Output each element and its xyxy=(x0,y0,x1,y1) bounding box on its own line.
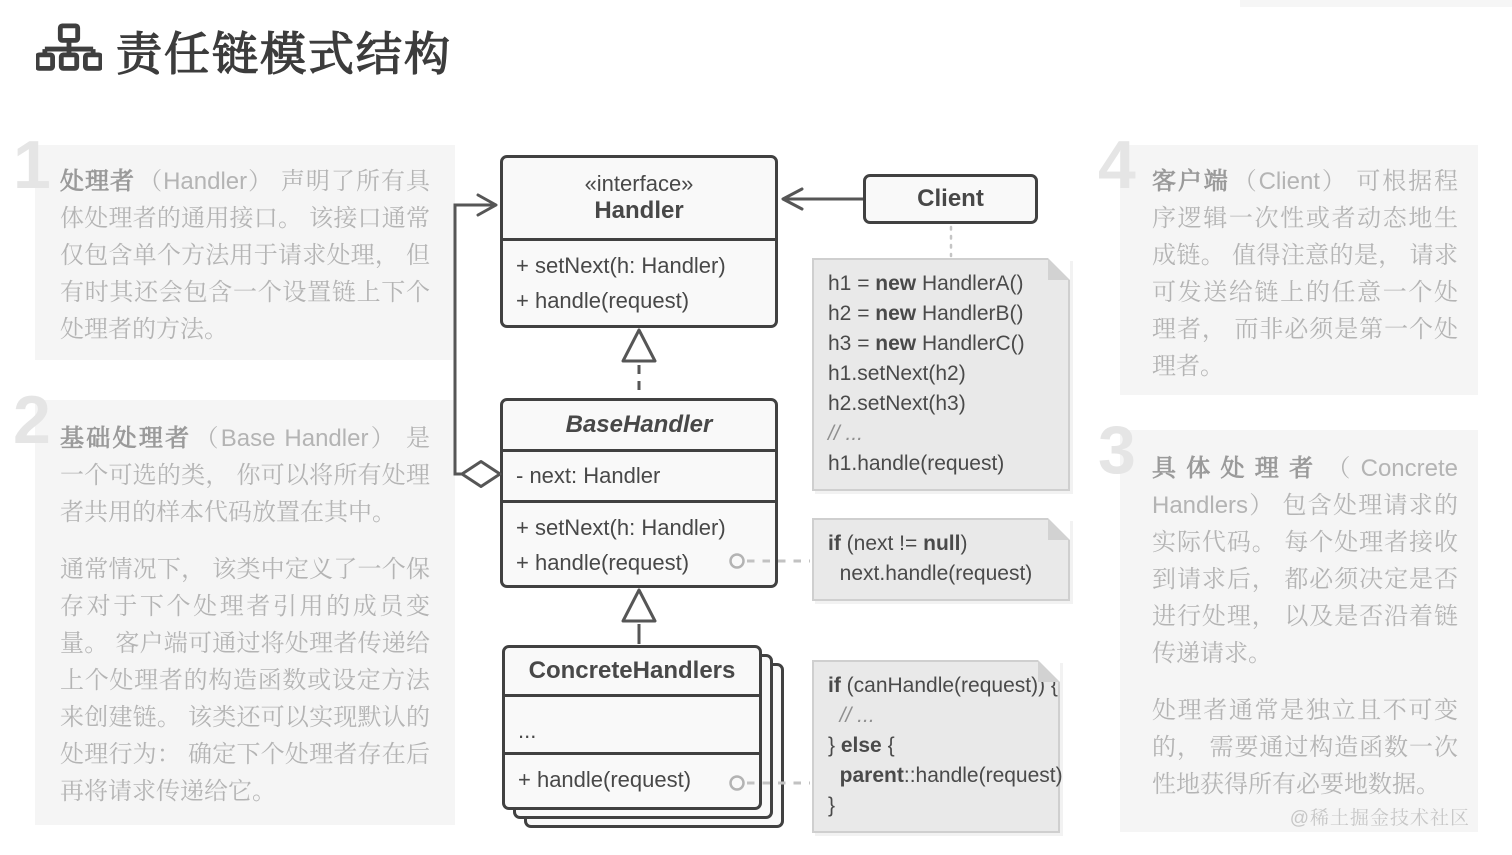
handler-class-name: Handler xyxy=(594,197,684,224)
inheritance-concrete-basehandler xyxy=(623,590,655,644)
realization-basehandler-handler xyxy=(623,330,655,396)
top-right-strip xyxy=(1240,0,1512,7)
block-term: 基础处理者 xyxy=(60,425,192,452)
info-block-client xyxy=(1098,127,1478,395)
note-concrete-handle-code xyxy=(812,660,1063,833)
code-line: h1.setNext(h2) xyxy=(828,362,966,385)
block-number: 2 xyxy=(13,382,51,458)
uml-member: - next: Handler xyxy=(516,463,661,488)
code-line: parent::handle(request) xyxy=(839,764,1063,787)
block-body: （Base Handler） 是一个可选的类， 你可以将所有处理者共用的样本代码放置在其中。 xyxy=(60,425,430,526)
sitemap-icon xyxy=(36,23,102,79)
uml-member: ... xyxy=(518,718,537,743)
block-text xyxy=(60,420,430,810)
uml-member: + handle(request) xyxy=(516,288,690,313)
block-term: 客户端 xyxy=(1152,168,1230,195)
code-line: if (canHandle(request)) { xyxy=(828,674,1058,697)
handler-title-compartment xyxy=(503,158,775,238)
concrete-handlers-class-name: ConcreteHandlers xyxy=(528,657,736,684)
block-body: （Client） 可根据程序逻辑一次性或者动态地生成链。 值得注意的是， 请求可发送给链上的任意一个处理者， 而非必须是第一个处理者。 xyxy=(1152,168,1459,380)
base-handler-class-name: BaseHandler xyxy=(565,411,713,438)
block-text xyxy=(1152,163,1458,385)
uml-class-base-handler xyxy=(500,398,778,588)
block-number: 1 xyxy=(13,127,51,203)
code-line: // ... xyxy=(828,422,864,445)
concrete-handlers-title-compartment xyxy=(505,648,759,694)
info-block-concrete-handlers xyxy=(1098,412,1478,832)
client-class-name: Client xyxy=(917,185,984,212)
block-number: 4 xyxy=(1098,127,1136,203)
uml-member: + setNext(h: Handler) xyxy=(516,515,726,540)
base-handler-methods xyxy=(503,500,775,587)
uml-member: + handle(request) xyxy=(516,550,690,575)
page-title: 责任链模式结构 xyxy=(116,28,452,80)
info-block-handler xyxy=(13,127,455,360)
block-number: 3 xyxy=(1098,412,1136,488)
block-text xyxy=(60,163,430,348)
watermark: @稀土掘金技术社区 xyxy=(1289,808,1470,829)
note-client-code xyxy=(812,258,1070,491)
code-line: } xyxy=(828,794,836,817)
block-text xyxy=(1152,450,1458,803)
base-handler-attributes xyxy=(503,449,775,500)
uml-class-client xyxy=(863,174,1038,224)
code-line: // ... xyxy=(839,704,875,727)
code-line: if (next != null) xyxy=(828,532,968,555)
code-line: next.handle(request) xyxy=(828,562,1033,585)
handler-methods xyxy=(503,238,775,325)
uml-class-concrete-handlers xyxy=(502,645,762,810)
client-to-handler-arrow xyxy=(783,189,863,209)
block-body: （Handler） 声明了所有具体处理者的通用接口。 该接口通常仅包含单个方法用于请求处理， 但有时其还会包含一个设置链上下个处理者的方法。 xyxy=(60,168,431,343)
block-body-2: 通常情况下， 该类中定义了一个保存对于下个处理者引用的成员变量。 客户端可通过将处理者传递给上个处理者的构造函数或设定方法来创建链。 该类还可以实现默认的处理行为： 确定下个处理者存在后再将请求传递给它。 xyxy=(60,556,430,805)
base-handler-title-compartment xyxy=(503,401,775,449)
block-term: 具体处理者 xyxy=(1152,455,1324,482)
info-block-base-handler xyxy=(13,382,455,825)
uml-class-handler xyxy=(500,155,778,328)
concrete-handlers-methods xyxy=(505,752,759,807)
block-body-2: 处理者通常是独立且不可变的， 需要通过构造函数一次性地获得所有必要地数据。 xyxy=(1152,697,1458,798)
code-line: h3 = new HandlerC() xyxy=(828,332,1025,355)
code-line: } else { xyxy=(828,734,895,757)
code-line: h2.setNext(h3) xyxy=(828,392,966,415)
code-line: h2 = new HandlerB() xyxy=(828,302,1024,325)
note-base-handle-code xyxy=(812,518,1070,601)
uml-member: + handle(request) xyxy=(518,767,692,792)
block-body: （Concrete Handlers） 包含处理请求的实际代码。 每个处理者接收到请求后， 都必须决定是否进行处理， 以及是否沿着链传递请求。 xyxy=(1152,455,1458,667)
code-line: h1 = new HandlerA() xyxy=(828,272,1024,295)
page-header xyxy=(36,18,452,84)
uml-member: + setNext(h: Handler) xyxy=(516,253,726,278)
block-term: 处理者 xyxy=(60,168,136,195)
code-line: h1.handle(request) xyxy=(828,452,1005,475)
client-title-compartment xyxy=(866,177,1035,221)
concrete-handlers-attributes xyxy=(505,694,759,752)
handler-stereotype: «interface» xyxy=(584,171,694,196)
aggregation-next-handler xyxy=(455,195,500,487)
